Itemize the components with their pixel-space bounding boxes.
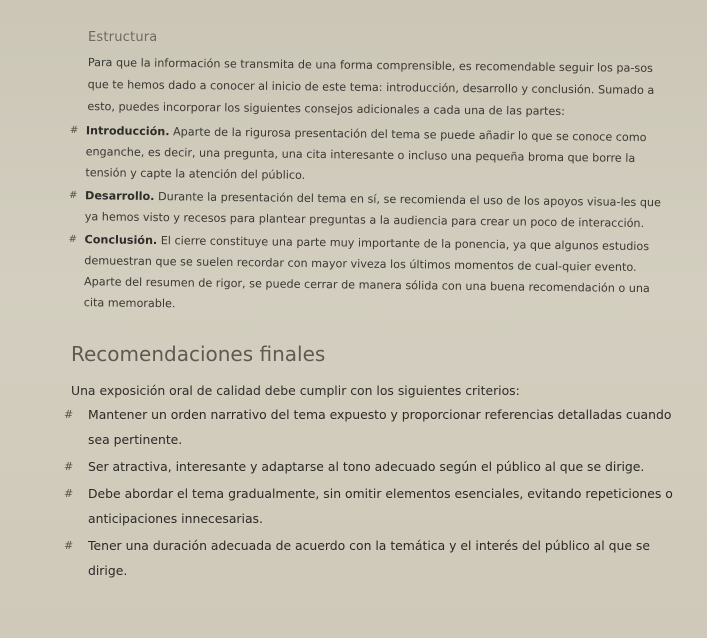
item-title: Desarrollo.: [84, 189, 155, 204]
item-text: Durante la presentación del tema en sí, se recomienda el uso de los apoyos visua-les que ya hemos visto y recesos para plantear preguntas a la audiencia para crear un poco de interacción.: [84, 190, 662, 231]
bullet-icon: #: [64, 487, 74, 500]
recommendations-intro: Una exposición oral de calidad debe cumplir con los siguientes criterios:: [71, 383, 520, 398]
list-item-introduccion: [69, 120, 670, 190]
section-heading-structure: Estructura: [88, 30, 158, 45]
bullet-icon: #: [68, 233, 77, 246]
list-item-criterion: [64, 481, 684, 531]
list-item-criterion: [64, 402, 684, 452]
bullet-icon: #: [69, 124, 79, 137]
item-text: Ser atractiva, interesante y adaptarse al tono adecuado según el público al que se dirige.: [88, 459, 645, 474]
list-item-criterion: [64, 454, 684, 479]
item-title: Introducción.: [85, 124, 170, 139]
bullet-icon: #: [64, 460, 74, 473]
list-item-desarrollo: [69, 185, 669, 234]
item-title: Conclusión.: [84, 233, 158, 248]
list-item-criterion: [64, 533, 684, 583]
bullet-icon: #: [64, 539, 74, 552]
item-text: El cierre constituye una parte muy importante de la ponencia, ya que algunos estudios demuestran que se suelen recordar con mayor viveza los últimos momentos de cual-quier evento. Aparte del resumen de rigor, se puede cerrar de manera sólida con una buena recomendación o una cita memorable.: [83, 234, 650, 311]
item-text: Tener una duración adecuada de acuerdo con la temática y el interés del público al que se dirige.: [88, 538, 651, 578]
bullet-icon: #: [64, 408, 74, 421]
structure-intro-paragraph: Para que la información se transmita de una forma comprensible, es recomendable seguir los pa-sos que te hemos dado a conocer al inicio de este tema: introducción, desarrollo y conclusión. Sumado a esto, puedes incorporar los siguientes consejos adicionales a cada una de las partes:: [87, 55, 655, 118]
item-text: Mantener un orden narrativo del tema expuesto y proporcionar referencias detalladas cuando sea pertinente.: [88, 407, 672, 447]
structure-bullet-list: [68, 120, 670, 322]
bullet-icon: #: [69, 189, 78, 202]
recommendations-bullet-list: [64, 402, 684, 583]
item-text: Debe abordar el tema gradualmente, sin omitir elementos esenciales, evitando repeticiones o anticipaciones innecesarias.: [88, 486, 673, 526]
item-text: Aparte de la rigurosa presentación del tema se puede añadir lo que se conoce como enganche, es decir, una pregunta, una cita interesante o incluso una pequeña broma que borre la tensión y capte la atención del público.: [85, 125, 647, 182]
section-heading-recommendations: Recomendaciones finales: [71, 342, 326, 366]
list-item-conclusion: [68, 229, 669, 320]
